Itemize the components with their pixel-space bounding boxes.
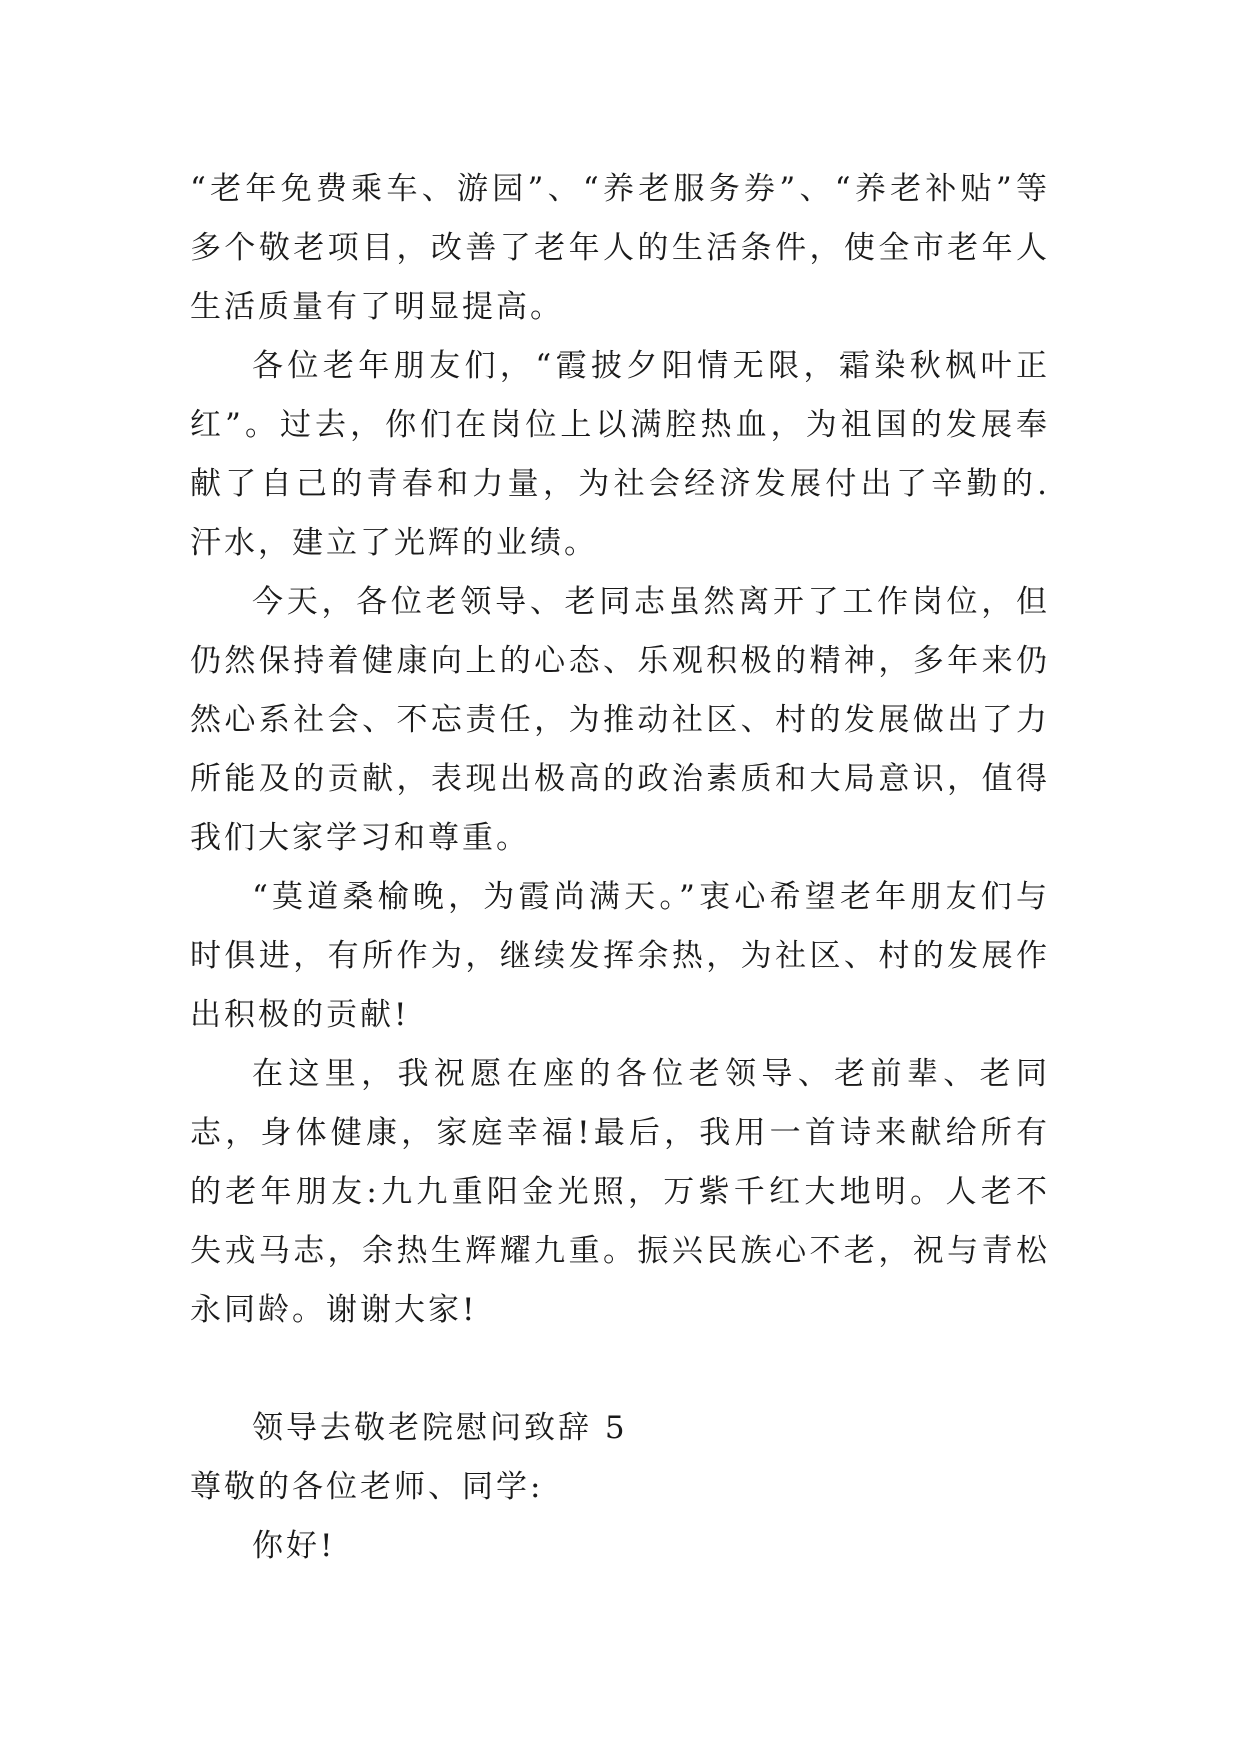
paragraph-3: 今天，各位老领导、老同志虽然离开了工作岗位，但仍然保持着健康向上的心态、乐观积极的精神，多年来仍然心系社会、不忘责任，为推动社区、村的发展做出了力所能及的贡献，表现出极高的政治素质和大局意识，值得我们大家学习和尊重。 <box>190 584 1050 856</box>
greeting: 你好! <box>252 1528 336 1564</box>
section-spacer <box>190 1340 1050 1399</box>
paragraph-2: 各位老年朋友们，“霞披夕阳情无限，霜染秋枫叶正红”。过去，你们在岗位上以满腔热血，为祖国的发展奉献了自己的青春和力量，为社会经济发展付出了辛勤的.汗水，建立了光辉的业绩。 <box>190 348 1050 561</box>
salutation: 尊敬的各位老师、同学: <box>190 1469 544 1505</box>
document-body <box>190 160 1050 1576</box>
paragraph-4: “莫道桑榆晚，为霞尚满天。”衷心希望老年朋友们与时俱进，有所作为，继续发挥余热，为社区、村的发展作出积极的贡献! <box>190 879 1050 1033</box>
section-title: 领导去敬老院慰问致辞 5 <box>252 1410 628 1446</box>
paragraph-1: “老年免费乘车、游园”、“养老服务券”、“养老补贴”等多个敬老项目，改善了老年人的生活条件，使全市老年人生活质量有了明显提高。 <box>190 171 1050 325</box>
paragraph-5: 在这里，我祝愿在座的各位老领导、老前辈、老同志，身体健康，家庭幸福!最后，我用一首诗来献给所有的老年朋友:九九重阳金光照，万紫千红大地明。人老不失戎马志，余热生辉耀九重。振兴民族心不老，祝与青松永同龄。谢谢大家! <box>190 1056 1050 1328</box>
